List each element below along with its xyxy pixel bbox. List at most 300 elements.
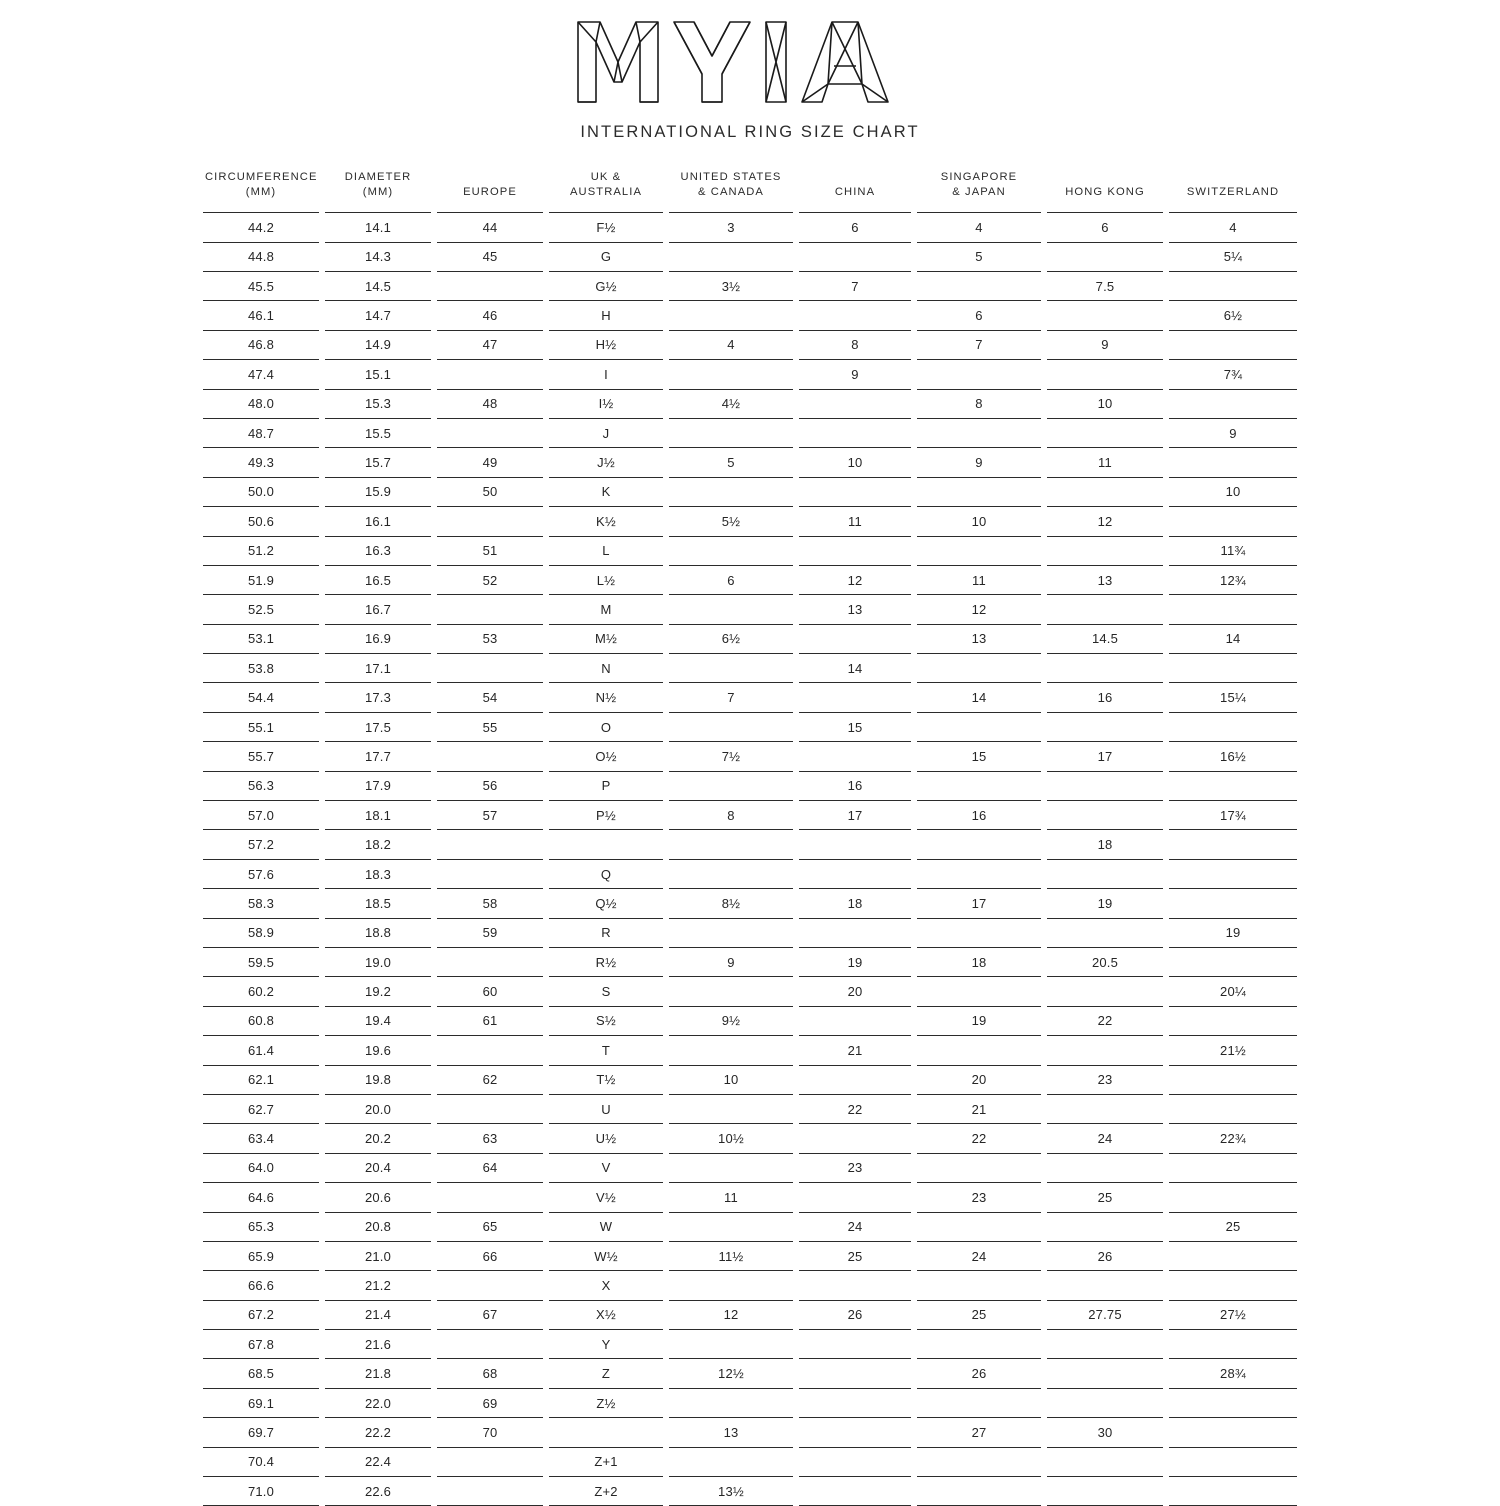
- column-header-switzerland: [1166, 166, 1300, 213]
- cell-diameter: 15.5: [322, 418, 434, 447]
- cell-europe: 47: [434, 330, 546, 359]
- cell-hong_kong: [1044, 477, 1166, 506]
- cell-circumference: 66.6: [200, 1271, 322, 1300]
- cell-circumference: 57.6: [200, 859, 322, 888]
- cell-diameter: 18.1: [322, 801, 434, 830]
- cell-hong_kong: [1044, 1359, 1166, 1388]
- cell-switzerland: 28¾: [1166, 1359, 1300, 1388]
- cell-switzerland: 19: [1166, 918, 1300, 947]
- cell-china: 23: [796, 1153, 914, 1182]
- cell-uk_australia: J: [546, 418, 666, 447]
- table-row: [200, 477, 1300, 506]
- cell-circumference: 61.4: [200, 1036, 322, 1065]
- cell-united_states_canada: 13: [666, 1418, 796, 1447]
- cell-hong_kong: [1044, 977, 1166, 1006]
- cell-switzerland: 27½: [1166, 1300, 1300, 1329]
- cell-diameter: 20.4: [322, 1153, 434, 1182]
- cell-diameter: 21.2: [322, 1271, 434, 1300]
- cell-united_states_canada: 4: [666, 330, 796, 359]
- cell-uk_australia: H½: [546, 330, 666, 359]
- cell-uk_australia: T½: [546, 1065, 666, 1094]
- cell-hong_kong: 25: [1044, 1183, 1166, 1212]
- cell-united_states_canada: 5: [666, 448, 796, 477]
- cell-diameter: 18.2: [322, 830, 434, 859]
- cell-circumference: 51.9: [200, 565, 322, 594]
- cell-diameter: 18.8: [322, 918, 434, 947]
- cell-singapore_japan: [914, 1271, 1044, 1300]
- cell-diameter: 14.3: [322, 242, 434, 271]
- cell-diameter: 18.3: [322, 859, 434, 888]
- cell-circumference: 52.5: [200, 595, 322, 624]
- cell-singapore_japan: [914, 859, 1044, 888]
- cell-china: 19: [796, 947, 914, 976]
- cell-singapore_japan: 10: [914, 507, 1044, 536]
- cell-hong_kong: [1044, 418, 1166, 447]
- cell-china: 6: [796, 213, 914, 242]
- cell-switzerland: [1166, 712, 1300, 741]
- table-row: [200, 213, 1300, 242]
- cell-uk_australia: U½: [546, 1124, 666, 1153]
- cell-diameter: 22.2: [322, 1418, 434, 1447]
- cell-circumference: 62.1: [200, 1065, 322, 1094]
- cell-china: [796, 1477, 914, 1506]
- cell-china: [796, 624, 914, 653]
- cell-china: [796, 1124, 914, 1153]
- cell-singapore_japan: [914, 1036, 1044, 1065]
- cell-uk_australia: R½: [546, 947, 666, 976]
- cell-circumference: 56.3: [200, 771, 322, 800]
- cell-switzerland: 4: [1166, 213, 1300, 242]
- ring-size-table: [197, 166, 1303, 1506]
- cell-singapore_japan: [914, 536, 1044, 565]
- cell-switzerland: 10: [1166, 477, 1300, 506]
- cell-uk_australia: M½: [546, 624, 666, 653]
- table-row: [200, 771, 1300, 800]
- cell-singapore_japan: [914, 1447, 1044, 1476]
- cell-europe: 49: [434, 448, 546, 477]
- cell-europe: 68: [434, 1359, 546, 1388]
- cell-europe: 55: [434, 712, 546, 741]
- cell-singapore_japan: 14: [914, 683, 1044, 712]
- cell-hong_kong: [1044, 1036, 1166, 1065]
- cell-uk_australia: Z+2: [546, 1477, 666, 1506]
- cell-uk_australia: L: [546, 536, 666, 565]
- cell-singapore_japan: 21: [914, 1094, 1044, 1123]
- cell-hong_kong: [1044, 1212, 1166, 1241]
- header-line2: (MM): [362, 186, 394, 199]
- cell-switzerland: 15¼: [1166, 683, 1300, 712]
- table-row: [200, 389, 1300, 418]
- cell-diameter: 20.0: [322, 1094, 434, 1123]
- cell-switzerland: [1166, 448, 1300, 477]
- header-line1: UNITED STATES: [680, 171, 782, 183]
- cell-hong_kong: 20.5: [1044, 947, 1166, 976]
- cell-diameter: 17.1: [322, 654, 434, 683]
- cell-uk_australia: Z: [546, 1359, 666, 1388]
- cell-singapore_japan: 15: [914, 742, 1044, 771]
- cell-diameter: 16.5: [322, 565, 434, 594]
- table-row: [200, 947, 1300, 976]
- cell-europe: [434, 595, 546, 624]
- cell-uk_australia: I: [546, 360, 666, 389]
- cell-singapore_japan: [914, 830, 1044, 859]
- cell-switzerland: 12¾: [1166, 565, 1300, 594]
- cell-europe: 52: [434, 565, 546, 594]
- cell-united_states_canada: 3½: [666, 272, 796, 301]
- cell-diameter: 17.5: [322, 712, 434, 741]
- cell-europe: [434, 1447, 546, 1476]
- cell-switzerland: [1166, 1183, 1300, 1212]
- cell-circumference: 46.1: [200, 301, 322, 330]
- cell-china: [796, 1006, 914, 1035]
- cell-hong_kong: 12: [1044, 507, 1166, 536]
- cell-uk_australia: P½: [546, 801, 666, 830]
- cell-switzerland: [1166, 771, 1300, 800]
- table-row: [200, 1300, 1300, 1329]
- cell-singapore_japan: 16: [914, 801, 1044, 830]
- cell-singapore_japan: 22: [914, 1124, 1044, 1153]
- cell-hong_kong: [1044, 360, 1166, 389]
- table-row: [200, 1065, 1300, 1094]
- cell-circumference: 51.2: [200, 536, 322, 565]
- header-line1: HONG KONG: [1065, 186, 1145, 199]
- cell-hong_kong: [1044, 1153, 1166, 1182]
- cell-china: [796, 859, 914, 888]
- cell-china: 24: [796, 1212, 914, 1241]
- cell-singapore_japan: [914, 977, 1044, 1006]
- cell-switzerland: 21½: [1166, 1036, 1300, 1065]
- cell-europe: 69: [434, 1388, 546, 1417]
- cell-circumference: 48.0: [200, 389, 322, 418]
- cell-switzerland: [1166, 389, 1300, 418]
- cell-uk_australia: T: [546, 1036, 666, 1065]
- cell-europe: 61: [434, 1006, 546, 1035]
- cell-united_states_canada: [666, 360, 796, 389]
- cell-singapore_japan: 12: [914, 595, 1044, 624]
- cell-diameter: 21.8: [322, 1359, 434, 1388]
- table-row: [200, 830, 1300, 859]
- cell-uk_australia: P: [546, 771, 666, 800]
- cell-circumference: 65.9: [200, 1241, 322, 1270]
- cell-singapore_japan: 8: [914, 389, 1044, 418]
- table-header: [200, 166, 1300, 213]
- cell-united_states_canada: 10: [666, 1065, 796, 1094]
- cell-united_states_canada: [666, 654, 796, 683]
- table-row: [200, 1477, 1300, 1506]
- cell-switzerland: [1166, 859, 1300, 888]
- cell-europe: 67: [434, 1300, 546, 1329]
- cell-united_states_canada: [666, 242, 796, 271]
- cell-united_states_canada: [666, 1447, 796, 1476]
- cell-united_states_canada: 10½: [666, 1124, 796, 1153]
- cell-switzerland: [1166, 1153, 1300, 1182]
- cell-diameter: 19.6: [322, 1036, 434, 1065]
- cell-china: 18: [796, 889, 914, 918]
- header-line1: EUROPE: [463, 186, 517, 199]
- cell-circumference: 47.4: [200, 360, 322, 389]
- cell-uk_australia: Z+1: [546, 1447, 666, 1476]
- table-row: [200, 1212, 1300, 1241]
- cell-united_states_canada: 6: [666, 565, 796, 594]
- cell-singapore_japan: 20: [914, 1065, 1044, 1094]
- table-body: [200, 213, 1300, 1506]
- cell-united_states_canada: [666, 830, 796, 859]
- cell-united_states_canada: [666, 1212, 796, 1241]
- cell-diameter: 19.2: [322, 977, 434, 1006]
- cell-united_states_canada: [666, 1388, 796, 1417]
- cell-hong_kong: 24: [1044, 1124, 1166, 1153]
- column-header-diameter: [322, 166, 434, 213]
- table-row: [200, 1183, 1300, 1212]
- cell-hong_kong: 23: [1044, 1065, 1166, 1094]
- cell-hong_kong: 30: [1044, 1418, 1166, 1447]
- cell-diameter: 14.1: [322, 213, 434, 242]
- cell-singapore_japan: 11: [914, 565, 1044, 594]
- cell-uk_australia: [546, 1418, 666, 1447]
- cell-switzerland: [1166, 1094, 1300, 1123]
- table-row: [200, 1094, 1300, 1123]
- cell-uk_australia: G: [546, 242, 666, 271]
- cell-hong_kong: 13: [1044, 565, 1166, 594]
- cell-diameter: 15.1: [322, 360, 434, 389]
- cell-united_states_canada: [666, 771, 796, 800]
- cell-uk_australia: W½: [546, 1241, 666, 1270]
- cell-europe: [434, 1477, 546, 1506]
- cell-uk_australia: M: [546, 595, 666, 624]
- cell-singapore_japan: 24: [914, 1241, 1044, 1270]
- cell-circumference: 71.0: [200, 1477, 322, 1506]
- cell-singapore_japan: 18: [914, 947, 1044, 976]
- table-row: [200, 889, 1300, 918]
- cell-uk_australia: U: [546, 1094, 666, 1123]
- cell-uk_australia: Y: [546, 1330, 666, 1359]
- cell-circumference: 50.6: [200, 507, 322, 536]
- cell-circumference: 64.6: [200, 1183, 322, 1212]
- cell-switzerland: 5¼: [1166, 242, 1300, 271]
- cell-hong_kong: [1044, 1094, 1166, 1123]
- cell-hong_kong: [1044, 1330, 1166, 1359]
- cell-switzerland: [1166, 1271, 1300, 1300]
- cell-singapore_japan: 7: [914, 330, 1044, 359]
- cell-circumference: 60.2: [200, 977, 322, 1006]
- cell-europe: 63: [434, 1124, 546, 1153]
- cell-united_states_canada: 4½: [666, 389, 796, 418]
- cell-singapore_japan: [914, 1388, 1044, 1417]
- cell-circumference: 50.0: [200, 477, 322, 506]
- cell-uk_australia: Q½: [546, 889, 666, 918]
- table-row: [200, 360, 1300, 389]
- cell-china: 8: [796, 330, 914, 359]
- cell-europe: 54: [434, 683, 546, 712]
- cell-united_states_canada: 11: [666, 1183, 796, 1212]
- cell-china: 26: [796, 1300, 914, 1329]
- cell-china: [796, 1330, 914, 1359]
- cell-hong_kong: [1044, 918, 1166, 947]
- cell-china: [796, 477, 914, 506]
- cell-united_states_canada: 9: [666, 947, 796, 976]
- cell-united_states_canada: [666, 1330, 796, 1359]
- cell-hong_kong: 22: [1044, 1006, 1166, 1035]
- cell-circumference: 44.8: [200, 242, 322, 271]
- cell-europe: [434, 1271, 546, 1300]
- cell-europe: [434, 418, 546, 447]
- cell-china: 17: [796, 801, 914, 830]
- cell-uk_australia: N½: [546, 683, 666, 712]
- cell-diameter: 17.9: [322, 771, 434, 800]
- cell-switzerland: [1166, 830, 1300, 859]
- cell-circumference: 46.8: [200, 330, 322, 359]
- table-row: [200, 859, 1300, 888]
- cell-diameter: 20.2: [322, 1124, 434, 1153]
- column-header-hong-kong: [1044, 166, 1166, 213]
- cell-uk_australia: V: [546, 1153, 666, 1182]
- cell-hong_kong: 7.5: [1044, 272, 1166, 301]
- cell-europe: 44: [434, 213, 546, 242]
- cell-europe: [434, 1330, 546, 1359]
- cell-china: [796, 1065, 914, 1094]
- cell-uk_australia: K½: [546, 507, 666, 536]
- cell-united_states_canada: 7½: [666, 742, 796, 771]
- cell-switzerland: [1166, 1006, 1300, 1035]
- cell-united_states_canada: 5½: [666, 507, 796, 536]
- table-row: [200, 1418, 1300, 1447]
- cell-switzerland: [1166, 947, 1300, 976]
- cell-china: [796, 1447, 914, 1476]
- cell-china: 16: [796, 771, 914, 800]
- cell-europe: [434, 507, 546, 536]
- cell-singapore_japan: [914, 654, 1044, 683]
- column-header-united-states-canada: [666, 166, 796, 213]
- cell-europe: 53: [434, 624, 546, 653]
- cell-circumference: 67.8: [200, 1330, 322, 1359]
- table-row: [200, 742, 1300, 771]
- cell-united_states_canada: [666, 1094, 796, 1123]
- cell-china: 21: [796, 1036, 914, 1065]
- cell-europe: [434, 1183, 546, 1212]
- header-line1: SWITZERLAND: [1186, 186, 1280, 199]
- cell-china: [796, 1183, 914, 1212]
- cell-switzerland: [1166, 595, 1300, 624]
- cell-united_states_canada: 11½: [666, 1241, 796, 1270]
- cell-hong_kong: 11: [1044, 448, 1166, 477]
- cell-singapore_japan: 19: [914, 1006, 1044, 1035]
- cell-hong_kong: 16: [1044, 683, 1166, 712]
- table-row: [200, 330, 1300, 359]
- cell-united_states_canada: 9½: [666, 1006, 796, 1035]
- cell-diameter: 20.8: [322, 1212, 434, 1241]
- cell-china: [796, 1359, 914, 1388]
- cell-hong_kong: 10: [1044, 389, 1166, 418]
- table-row: [200, 301, 1300, 330]
- cell-china: 25: [796, 1241, 914, 1270]
- table-row: [200, 654, 1300, 683]
- table-row: [200, 1388, 1300, 1417]
- cell-hong_kong: [1044, 301, 1166, 330]
- table-row: [200, 536, 1300, 565]
- table-row: [200, 1006, 1300, 1035]
- cell-diameter: 20.6: [322, 1183, 434, 1212]
- cell-united_states_canada: 12½: [666, 1359, 796, 1388]
- cell-diameter: 21.6: [322, 1330, 434, 1359]
- cell-hong_kong: [1044, 1447, 1166, 1476]
- cell-uk_australia: L½: [546, 565, 666, 594]
- cell-united_states_canada: 13½: [666, 1477, 796, 1506]
- cell-circumference: 54.4: [200, 683, 322, 712]
- cell-uk_australia: F½: [546, 213, 666, 242]
- cell-singapore_japan: [914, 1212, 1044, 1241]
- cell-singapore_japan: 26: [914, 1359, 1044, 1388]
- cell-circumference: 65.3: [200, 1212, 322, 1241]
- cell-circumference: 55.7: [200, 742, 322, 771]
- header-line1: CHINA: [834, 186, 876, 199]
- cell-uk_australia: X½: [546, 1300, 666, 1329]
- brand-logo: [0, 0, 1500, 105]
- table-row: [200, 242, 1300, 271]
- cell-europe: 45: [434, 242, 546, 271]
- cell-china: [796, 1271, 914, 1300]
- cell-uk_australia: O: [546, 712, 666, 741]
- cell-singapore_japan: [914, 918, 1044, 947]
- cell-switzerland: 16½: [1166, 742, 1300, 771]
- cell-diameter: 19.4: [322, 1006, 434, 1035]
- cell-europe: 70: [434, 1418, 546, 1447]
- cell-diameter: 16.3: [322, 536, 434, 565]
- cell-circumference: 58.3: [200, 889, 322, 918]
- cell-singapore_japan: 27: [914, 1418, 1044, 1447]
- cell-china: [796, 830, 914, 859]
- cell-uk_australia: G½: [546, 272, 666, 301]
- cell-switzerland: 25: [1166, 1212, 1300, 1241]
- header-line1: UK &: [590, 171, 622, 183]
- cell-china: [796, 918, 914, 947]
- table-row: [200, 1447, 1300, 1476]
- cell-diameter: 19.8: [322, 1065, 434, 1094]
- table-row: [200, 712, 1300, 741]
- cell-circumference: 49.3: [200, 448, 322, 477]
- cell-uk_australia: K: [546, 477, 666, 506]
- cell-circumference: 53.8: [200, 654, 322, 683]
- cell-circumference: 57.0: [200, 801, 322, 830]
- cell-diameter: 15.3: [322, 389, 434, 418]
- header-line2: & CANADA: [698, 186, 764, 199]
- cell-china: 20: [796, 977, 914, 1006]
- cell-singapore_japan: 6: [914, 301, 1044, 330]
- header-line2: AUSTRALIA: [569, 186, 643, 199]
- cell-uk_australia: [546, 830, 666, 859]
- cell-hong_kong: [1044, 1388, 1166, 1417]
- cell-hong_kong: 6: [1044, 213, 1166, 242]
- cell-circumference: 69.1: [200, 1388, 322, 1417]
- table-row: [200, 507, 1300, 536]
- cell-europe: [434, 1036, 546, 1065]
- page-subtitle: INTERNATIONAL RING SIZE CHART: [580, 123, 920, 141]
- cell-united_states_canada: [666, 1153, 796, 1182]
- cell-china: [796, 1388, 914, 1417]
- cell-singapore_japan: [914, 712, 1044, 741]
- cell-singapore_japan: [914, 418, 1044, 447]
- cell-circumference: 69.7: [200, 1418, 322, 1447]
- table-row: [200, 683, 1300, 712]
- cell-china: 12: [796, 565, 914, 594]
- cell-singapore_japan: [914, 360, 1044, 389]
- cell-united_states_canada: [666, 595, 796, 624]
- cell-singapore_japan: [914, 1477, 1044, 1506]
- cell-united_states_canada: [666, 477, 796, 506]
- table-row: [200, 801, 1300, 830]
- cell-diameter: 18.5: [322, 889, 434, 918]
- cell-hong_kong: [1044, 712, 1166, 741]
- table-row: [200, 918, 1300, 947]
